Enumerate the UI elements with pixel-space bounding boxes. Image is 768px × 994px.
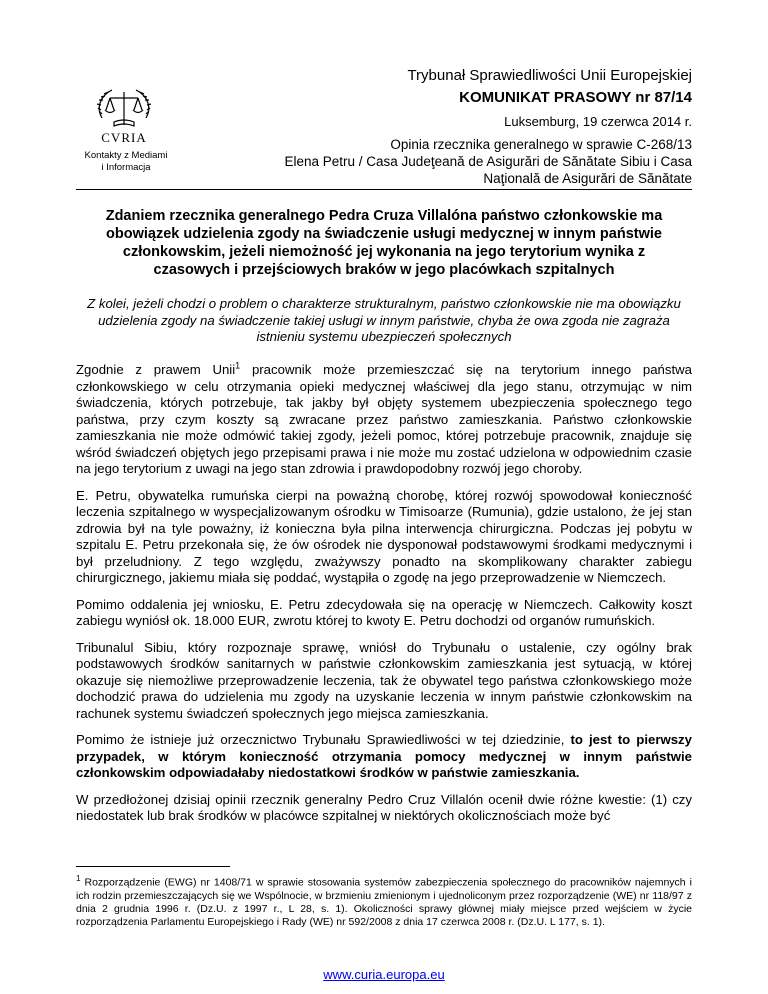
logo-text: CVRIA <box>101 130 147 145</box>
footnote-text: Rozporządzenie (EWG) nr 1408/71 w sprawie stosowania systemów zabezpieczenia społecznego do pracowników najemnych i ich rodzin przemieszczających się we Wspólnocie, w brzmieniu zmienionym i ujednoliconym przez rozporządzenie (WE) nr 118/97 z dnia 2 grudnia 1996 r. (Dz.U. z 1997 r., L 28, s. 1). Okoliczności sprawy głównej miały miejsce przed wejściem w życie rozporządzenia Parlamentu Europejskiego i Rady (WE) nr 592/2008 z dnia 17 czerwca 2008 r. (Dz.U. L 177, s. 1). <box>76 876 692 928</box>
paragraph-5-bold: to jest to pierwszy przypadek, w którym konieczność otrzymania pomocy medycznej w innym państwie członkowskim odpowiadałaby niedostatkowi środków w państwie zamieszkania. <box>76 732 692 780</box>
website-link[interactable]: www.curia.europa.eu <box>323 967 445 982</box>
contacts-caption <box>76 150 176 174</box>
footnote <box>76 872 692 929</box>
contacts-line2: i Informacja <box>101 162 151 173</box>
paragraph-1 <box>76 362 692 478</box>
opinion-line1: Opinia rzecznika generalnego w sprawie C-268/13 <box>390 137 692 152</box>
footnote-number: 1 <box>76 874 81 883</box>
article-body <box>76 362 692 835</box>
header-divider <box>76 189 692 190</box>
paragraph-3: Pomimo oddalenia jej wniosku, E. Petru zdecydowała się na operację w Niemczech. Całkowity koszt zabiegu wyniósł ok. 18.000 EUR, zwrotu której to kwoty E. Petru dochodzi od organów rumuńskich. <box>76 596 692 628</box>
press-release-title: KOMUNIKAT PRASOWY nr 87/14 <box>459 89 692 106</box>
opinion-line3: Naţională de Asigurări de Sănătate <box>483 171 692 186</box>
release-date: Luksemburg, 19 czerwca 2014 r. <box>504 114 692 129</box>
curia-logo <box>86 86 162 148</box>
paragraph-5 <box>76 732 692 782</box>
headline: Zdaniem rzecznika generalnego Pedra Cruza Villalóna państwo członkowskie ma obowiązek udzielenia zgody na świadczenie usługi medycznej w innym państwie członkowskim, jeżeli niemożność jej wykonania na jego terytorium wynika z czasowych i przejściowych braków w jego placówkach szpitalnych <box>105 208 663 278</box>
opinion-line2: Elena Petru / Casa Judeţeană de Asigurări de Sănătate Sibiu i Casa <box>284 154 692 169</box>
subheadline: Z kolei, jeżeli chodzi o problem o charakterze strukturalnym, państwo członkowskie nie ma obowiązku udzielenia zgody na świadczenie takiej usługi w innym państwie, chyba że owa zgoda nie zagraża istnieniu systemu ubezpieczeń społecznych <box>87 296 681 344</box>
footnote-divider <box>76 866 230 867</box>
paragraph-6: W przedłożonej dzisiaj opinii rzecznik generalny Pedro Cruz Villalón ocenił dwie różne kwestie: (1) czy niedostatek lub brak środków w placówce szpitalnej w niektórych okolicznościach może być <box>76 791 692 823</box>
scales-of-justice-icon <box>86 86 162 148</box>
contacts-line1: Kontakty z Mediami <box>84 150 168 161</box>
footer <box>0 967 768 982</box>
paragraph-5-start: Pomimo że istnieje już orzecznictwo Trybunału Sprawiedliwości w tej dziedzinie, <box>76 732 571 747</box>
opinion-reference <box>284 136 692 187</box>
paragraph-1-start: Zgodnie z prawem Unii <box>76 362 236 377</box>
footnote-reference[interactable]: 1 <box>235 360 241 371</box>
paragraph-1-rest: pracownik może przemieszczać się na terytorium innego państwa członkowskiego w celu otrzymania opieki medycznej właściwej dla jego stanu, otrzymując w nim świadczenia, których potrzebuje, tak jakby był objęty systemem ubezpieczenia społecznego tego państwa, przy czym koszty są zwracane przez państwo zamieszkania. Państwo członkowskie zamieszkania nie może odmówić takiej zgody, jeżeli pomoc, której potrzebuje pracownik, znajduje się wśród świadczeń objętych jego przepisami prawa i nie może mu zostać udzielona w odpowiednim czasie na jego terytorium z uwagi na jego stan zdrowia i prawdopodobny rozwój jego choroby. <box>76 362 692 476</box>
court-name: Trybunał Sprawiedliwości Unii Europejskiej <box>407 67 692 84</box>
paragraph-4: Tribunalul Sibiu, który rozpoznaje sprawę, wniósł do Trybunału o ustalenie, czy ogólny brak podstawowych środków sanitarnych w państwie członkowskim zamieszkania jest sytuacją, w której okazuje się niemożliwe przeprowadzenie leczenia, tak że obywatel tego państwa członkowskiego może dochodzić prawa do udzielenia mu zgody na uzyskanie leczenia w innym państwie członkowskim na rachunek systemu świadczeń społecznych jego miejsca zamieszkania. <box>76 639 692 721</box>
paragraph-2: E. Petru, obywatelka rumuńska cierpi na poważną chorobę, której rozwój spowodował konieczność leczenia szpitalnego w wyspecjalizowanym ośrodku w Timisoarze (Rumunia), gdzie ustalono, że jej stan zdrowia był na tyle poważny, iż konieczna była pilna interwencja chirurgiczna. Podczas jej pobytu w szpitalu E. Petru przekonała się, że ów ośrodek nie dysponował podstawowymi środkami medycznymi i był przeludniony. Z tego względu, zważywszy ponadto na skomplikowany charakter zabiegu chirurgicznego, jakiemu miała się poddać, wystąpiła o zgodę na jego przeprowadzenie w Niemczech. <box>76 487 692 585</box>
